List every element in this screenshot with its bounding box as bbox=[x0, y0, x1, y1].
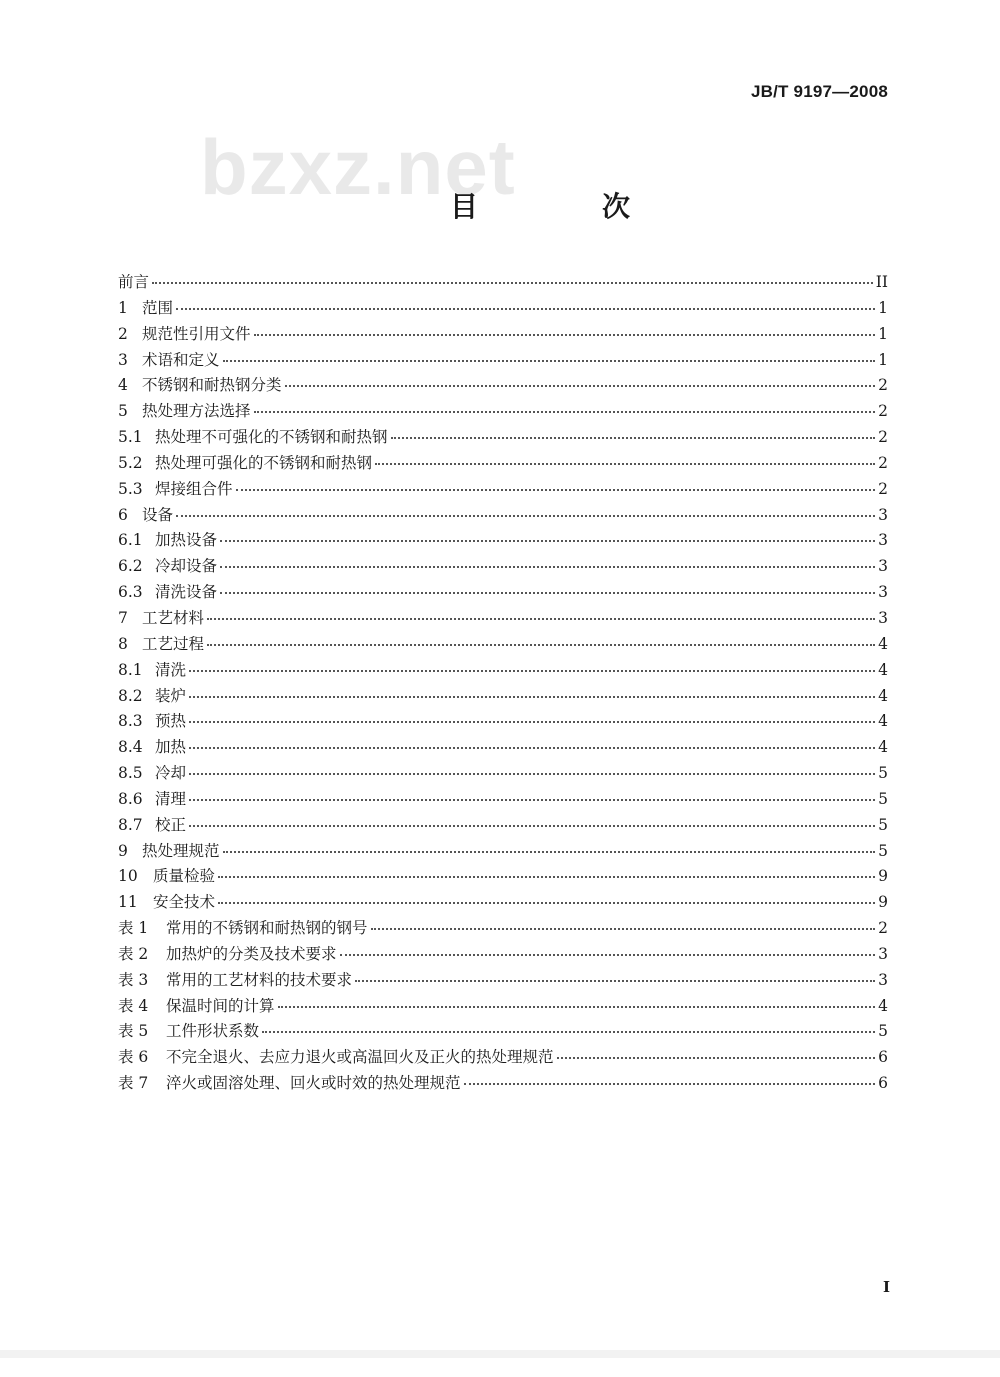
dot-leader bbox=[355, 979, 875, 982]
dot-leader bbox=[176, 307, 875, 310]
toc-entry-page: 4 bbox=[878, 996, 888, 1015]
dot-leader bbox=[220, 565, 875, 568]
dot-leader bbox=[176, 514, 875, 517]
toc-entry[interactable] bbox=[118, 425, 888, 451]
toc-entry-title: 清洗 bbox=[155, 660, 187, 679]
toc-entry-title: 校正 bbox=[155, 815, 187, 834]
toc-entry-title: 不锈钢和耐热钢分类 bbox=[142, 376, 282, 395]
toc-entry-page: 4 bbox=[878, 738, 888, 757]
toc-entry-page: 2 bbox=[878, 402, 888, 421]
dot-leader bbox=[391, 436, 875, 439]
dot-leader bbox=[262, 1030, 875, 1033]
toc-entry-number: 11 bbox=[118, 893, 138, 912]
toc-entry-number: 9 bbox=[118, 841, 128, 860]
standard-code: JB/T 9197—2008 bbox=[751, 82, 888, 101]
dot-leader bbox=[254, 410, 875, 413]
dot-leader bbox=[254, 333, 875, 336]
toc-entry[interactable] bbox=[118, 322, 888, 348]
toc-entry[interactable] bbox=[118, 813, 888, 839]
toc-entry-page: 3 bbox=[878, 944, 888, 963]
toc-entry-number: 8.6 bbox=[118, 789, 143, 808]
toc-entry-title: 规范性引用文件 bbox=[142, 324, 251, 343]
toc-entry[interactable] bbox=[118, 1071, 888, 1097]
dot-leader bbox=[557, 1056, 875, 1059]
toc-entry[interactable] bbox=[118, 399, 888, 425]
toc-entry-page: 9 bbox=[878, 893, 888, 912]
toc-entry[interactable] bbox=[118, 709, 888, 735]
toc-entry[interactable] bbox=[118, 1019, 888, 1045]
dot-leader bbox=[340, 953, 875, 956]
toc-entry-title: 清洗设备 bbox=[155, 583, 218, 602]
toc-entry-number: 5.1 bbox=[118, 428, 143, 447]
toc-entry-number: 表 5 bbox=[118, 1022, 149, 1041]
toc-entry-number: 6.2 bbox=[118, 557, 143, 576]
toc-entry[interactable] bbox=[118, 632, 888, 658]
toc-entry-page: 1 bbox=[878, 350, 888, 369]
toc-entry-number: 6.3 bbox=[118, 583, 143, 602]
toc-entry-page: 5 bbox=[878, 841, 888, 860]
dot-leader bbox=[371, 927, 875, 930]
toc-entry-title: 冷却设备 bbox=[155, 557, 218, 576]
toc-entry-number: 8.3 bbox=[118, 712, 143, 731]
dot-leader bbox=[218, 901, 875, 904]
toc-entry-title: 焊接组合件 bbox=[155, 479, 233, 498]
toc-entry-title: 前言 bbox=[118, 273, 150, 291]
toc-entry-title: 热处理方法选择 bbox=[142, 402, 251, 421]
toc-entry-number: 1 bbox=[118, 298, 128, 317]
dot-leader bbox=[189, 720, 875, 723]
page-title: 目 次 bbox=[450, 190, 679, 223]
toc-entry-number: 4 bbox=[118, 376, 128, 395]
toc-entry[interactable] bbox=[118, 348, 888, 374]
toc-entry-number: 6 bbox=[118, 505, 128, 524]
toc-entry-title: 加热 bbox=[155, 738, 187, 757]
toc-entry-number: 7 bbox=[118, 608, 128, 627]
toc-entry[interactable] bbox=[118, 994, 888, 1020]
toc-entry-page: 3 bbox=[878, 531, 888, 550]
toc-entry-page: 3 bbox=[878, 583, 888, 602]
toc-entry-number: 表 1 bbox=[118, 919, 149, 938]
toc-entry-number: 表 7 bbox=[118, 1074, 149, 1093]
toc-entry-title: 保温时间的计算 bbox=[166, 996, 275, 1015]
toc-entry-number: 10 bbox=[118, 867, 138, 886]
toc-entry-page: 4 bbox=[878, 634, 888, 653]
toc-entry[interactable] bbox=[118, 839, 888, 865]
dot-leader bbox=[285, 384, 875, 387]
toc-entry-title: 冷却 bbox=[155, 764, 187, 783]
toc-entry-page: 5 bbox=[878, 1022, 888, 1041]
dot-leader bbox=[189, 669, 875, 672]
toc-entry-page: 3 bbox=[878, 970, 888, 989]
toc-entry-title: 常用的不锈钢和耐热钢的钢号 bbox=[166, 919, 368, 938]
toc-entry-number: 8.4 bbox=[118, 738, 143, 757]
toc-entry[interactable] bbox=[118, 477, 888, 503]
toc-entry-number: 8.2 bbox=[118, 686, 143, 705]
dot-leader bbox=[152, 281, 873, 284]
toc-entry-number: 8.5 bbox=[118, 764, 143, 783]
toc-entry-page: 6 bbox=[878, 1048, 888, 1067]
dot-leader bbox=[223, 359, 875, 362]
toc-entry-number: 5.3 bbox=[118, 479, 143, 498]
dot-leader bbox=[220, 591, 875, 594]
toc-entry-title: 范围 bbox=[142, 298, 174, 317]
toc-entry[interactable] bbox=[118, 270, 888, 296]
toc-entry-number: 表 3 bbox=[118, 970, 149, 989]
toc-entry-title: 加热炉的分类及技术要求 bbox=[166, 944, 337, 963]
toc-entry[interactable] bbox=[118, 684, 888, 710]
dot-leader bbox=[218, 875, 875, 878]
toc-entry-page: 2 bbox=[878, 919, 888, 938]
toc-entry[interactable] bbox=[118, 554, 888, 580]
toc-entry-page: 6 bbox=[878, 1074, 888, 1093]
toc-entry-number: 表 6 bbox=[118, 1048, 149, 1067]
toc-entry-number: 3 bbox=[118, 350, 128, 369]
toc-entry-page: 2 bbox=[878, 479, 888, 498]
toc-entry[interactable] bbox=[118, 606, 888, 632]
toc-entry-page: 3 bbox=[878, 608, 888, 627]
watermark: bzxz.net bbox=[200, 123, 516, 211]
dot-leader bbox=[207, 643, 875, 646]
toc-entry-page: 5 bbox=[878, 764, 888, 783]
toc-entry-title: 常用的工艺材料的技术要求 bbox=[166, 970, 353, 989]
table-of-contents bbox=[118, 270, 888, 1097]
toc-entry-page: 1 bbox=[878, 298, 888, 317]
toc-entry[interactable] bbox=[118, 528, 888, 554]
toc-entry-number: 8 bbox=[118, 634, 128, 653]
toc-entry[interactable] bbox=[118, 658, 888, 684]
toc-entry-title: 热处理规范 bbox=[142, 841, 220, 860]
toc-entry-title: 工件形状系数 bbox=[166, 1022, 260, 1041]
toc-entry-title: 安全技术 bbox=[153, 893, 216, 912]
toc-entry[interactable] bbox=[118, 580, 888, 606]
toc-entry-page: 4 bbox=[878, 660, 888, 679]
toc-entry-page: 2 bbox=[878, 428, 888, 447]
toc-entry-page: 9 bbox=[878, 867, 888, 886]
toc-entry-page: 3 bbox=[878, 557, 888, 576]
dot-leader bbox=[223, 850, 875, 853]
toc-entry-page: 5 bbox=[878, 789, 888, 808]
dot-leader bbox=[464, 1082, 875, 1085]
toc-entry-title: 不完全退火、去应力退火或高温回火及正火的热处理规范 bbox=[166, 1048, 554, 1067]
toc-entry[interactable] bbox=[118, 296, 888, 322]
scan-edge bbox=[0, 1350, 1000, 1358]
toc-entry-number: 表 4 bbox=[118, 996, 149, 1015]
toc-entry[interactable] bbox=[118, 503, 888, 529]
toc-entry-page: 4 bbox=[878, 686, 888, 705]
toc-entry-page: 2 bbox=[878, 453, 888, 472]
dot-leader bbox=[220, 539, 875, 542]
toc-entry[interactable] bbox=[118, 916, 888, 942]
toc-entry-number: 5.2 bbox=[118, 453, 143, 472]
dot-leader bbox=[189, 695, 875, 698]
toc-entry-page: 3 bbox=[878, 505, 888, 524]
toc-entry-title: 预热 bbox=[155, 712, 187, 731]
toc-entry-title: 工艺材料 bbox=[142, 608, 205, 627]
toc-entry-number: 8.1 bbox=[118, 660, 143, 679]
toc-entry[interactable] bbox=[118, 1045, 888, 1071]
toc-entry-title: 热处理可强化的不锈钢和耐热钢 bbox=[155, 453, 373, 472]
toc-entry[interactable] bbox=[118, 373, 888, 399]
toc-entry-number: 5 bbox=[118, 402, 128, 421]
toc-entry[interactable] bbox=[118, 942, 888, 968]
toc-entry[interactable] bbox=[118, 787, 888, 813]
dot-leader bbox=[207, 617, 875, 620]
toc-entry[interactable] bbox=[118, 890, 888, 916]
dot-leader bbox=[189, 798, 875, 801]
dot-leader bbox=[278, 1005, 875, 1008]
dot-leader bbox=[189, 772, 875, 775]
toc-entry[interactable] bbox=[118, 864, 888, 890]
toc-entry-title: 术语和定义 bbox=[142, 350, 220, 369]
toc-entry-page: 1 bbox=[878, 324, 888, 343]
toc-entry-number: 8.7 bbox=[118, 815, 143, 834]
toc-entry[interactable] bbox=[118, 968, 888, 994]
dot-leader bbox=[375, 462, 875, 465]
dot-leader bbox=[236, 488, 875, 491]
toc-entry-number: 表 2 bbox=[118, 944, 149, 963]
toc-entry[interactable] bbox=[118, 735, 888, 761]
toc-entry-title: 淬火或固溶处理、回火或时效的热处理规范 bbox=[166, 1074, 461, 1093]
toc-entry-title: 热处理不可强化的不锈钢和耐热钢 bbox=[155, 428, 388, 447]
toc-entry-title: 装炉 bbox=[155, 686, 187, 705]
toc-entry-title: 清理 bbox=[155, 789, 187, 808]
toc-entry-page: II bbox=[875, 273, 888, 291]
page-number: I bbox=[882, 1278, 890, 1296]
dot-leader bbox=[189, 746, 875, 749]
toc-entry-title: 工艺过程 bbox=[142, 634, 205, 653]
toc-entry[interactable] bbox=[118, 761, 888, 787]
toc-entry-title: 质量检验 bbox=[153, 867, 216, 886]
dot-leader bbox=[189, 824, 875, 827]
toc-entry-page: 4 bbox=[878, 712, 888, 731]
toc-entry-title: 设备 bbox=[142, 505, 174, 524]
toc-entry-number: 2 bbox=[118, 324, 128, 343]
toc-entry-page: 5 bbox=[878, 815, 888, 834]
toc-entry-number: 6.1 bbox=[118, 531, 143, 550]
toc-entry[interactable] bbox=[118, 451, 888, 477]
toc-entry-title: 加热设备 bbox=[155, 531, 218, 550]
toc-entry-page: 2 bbox=[878, 376, 888, 395]
